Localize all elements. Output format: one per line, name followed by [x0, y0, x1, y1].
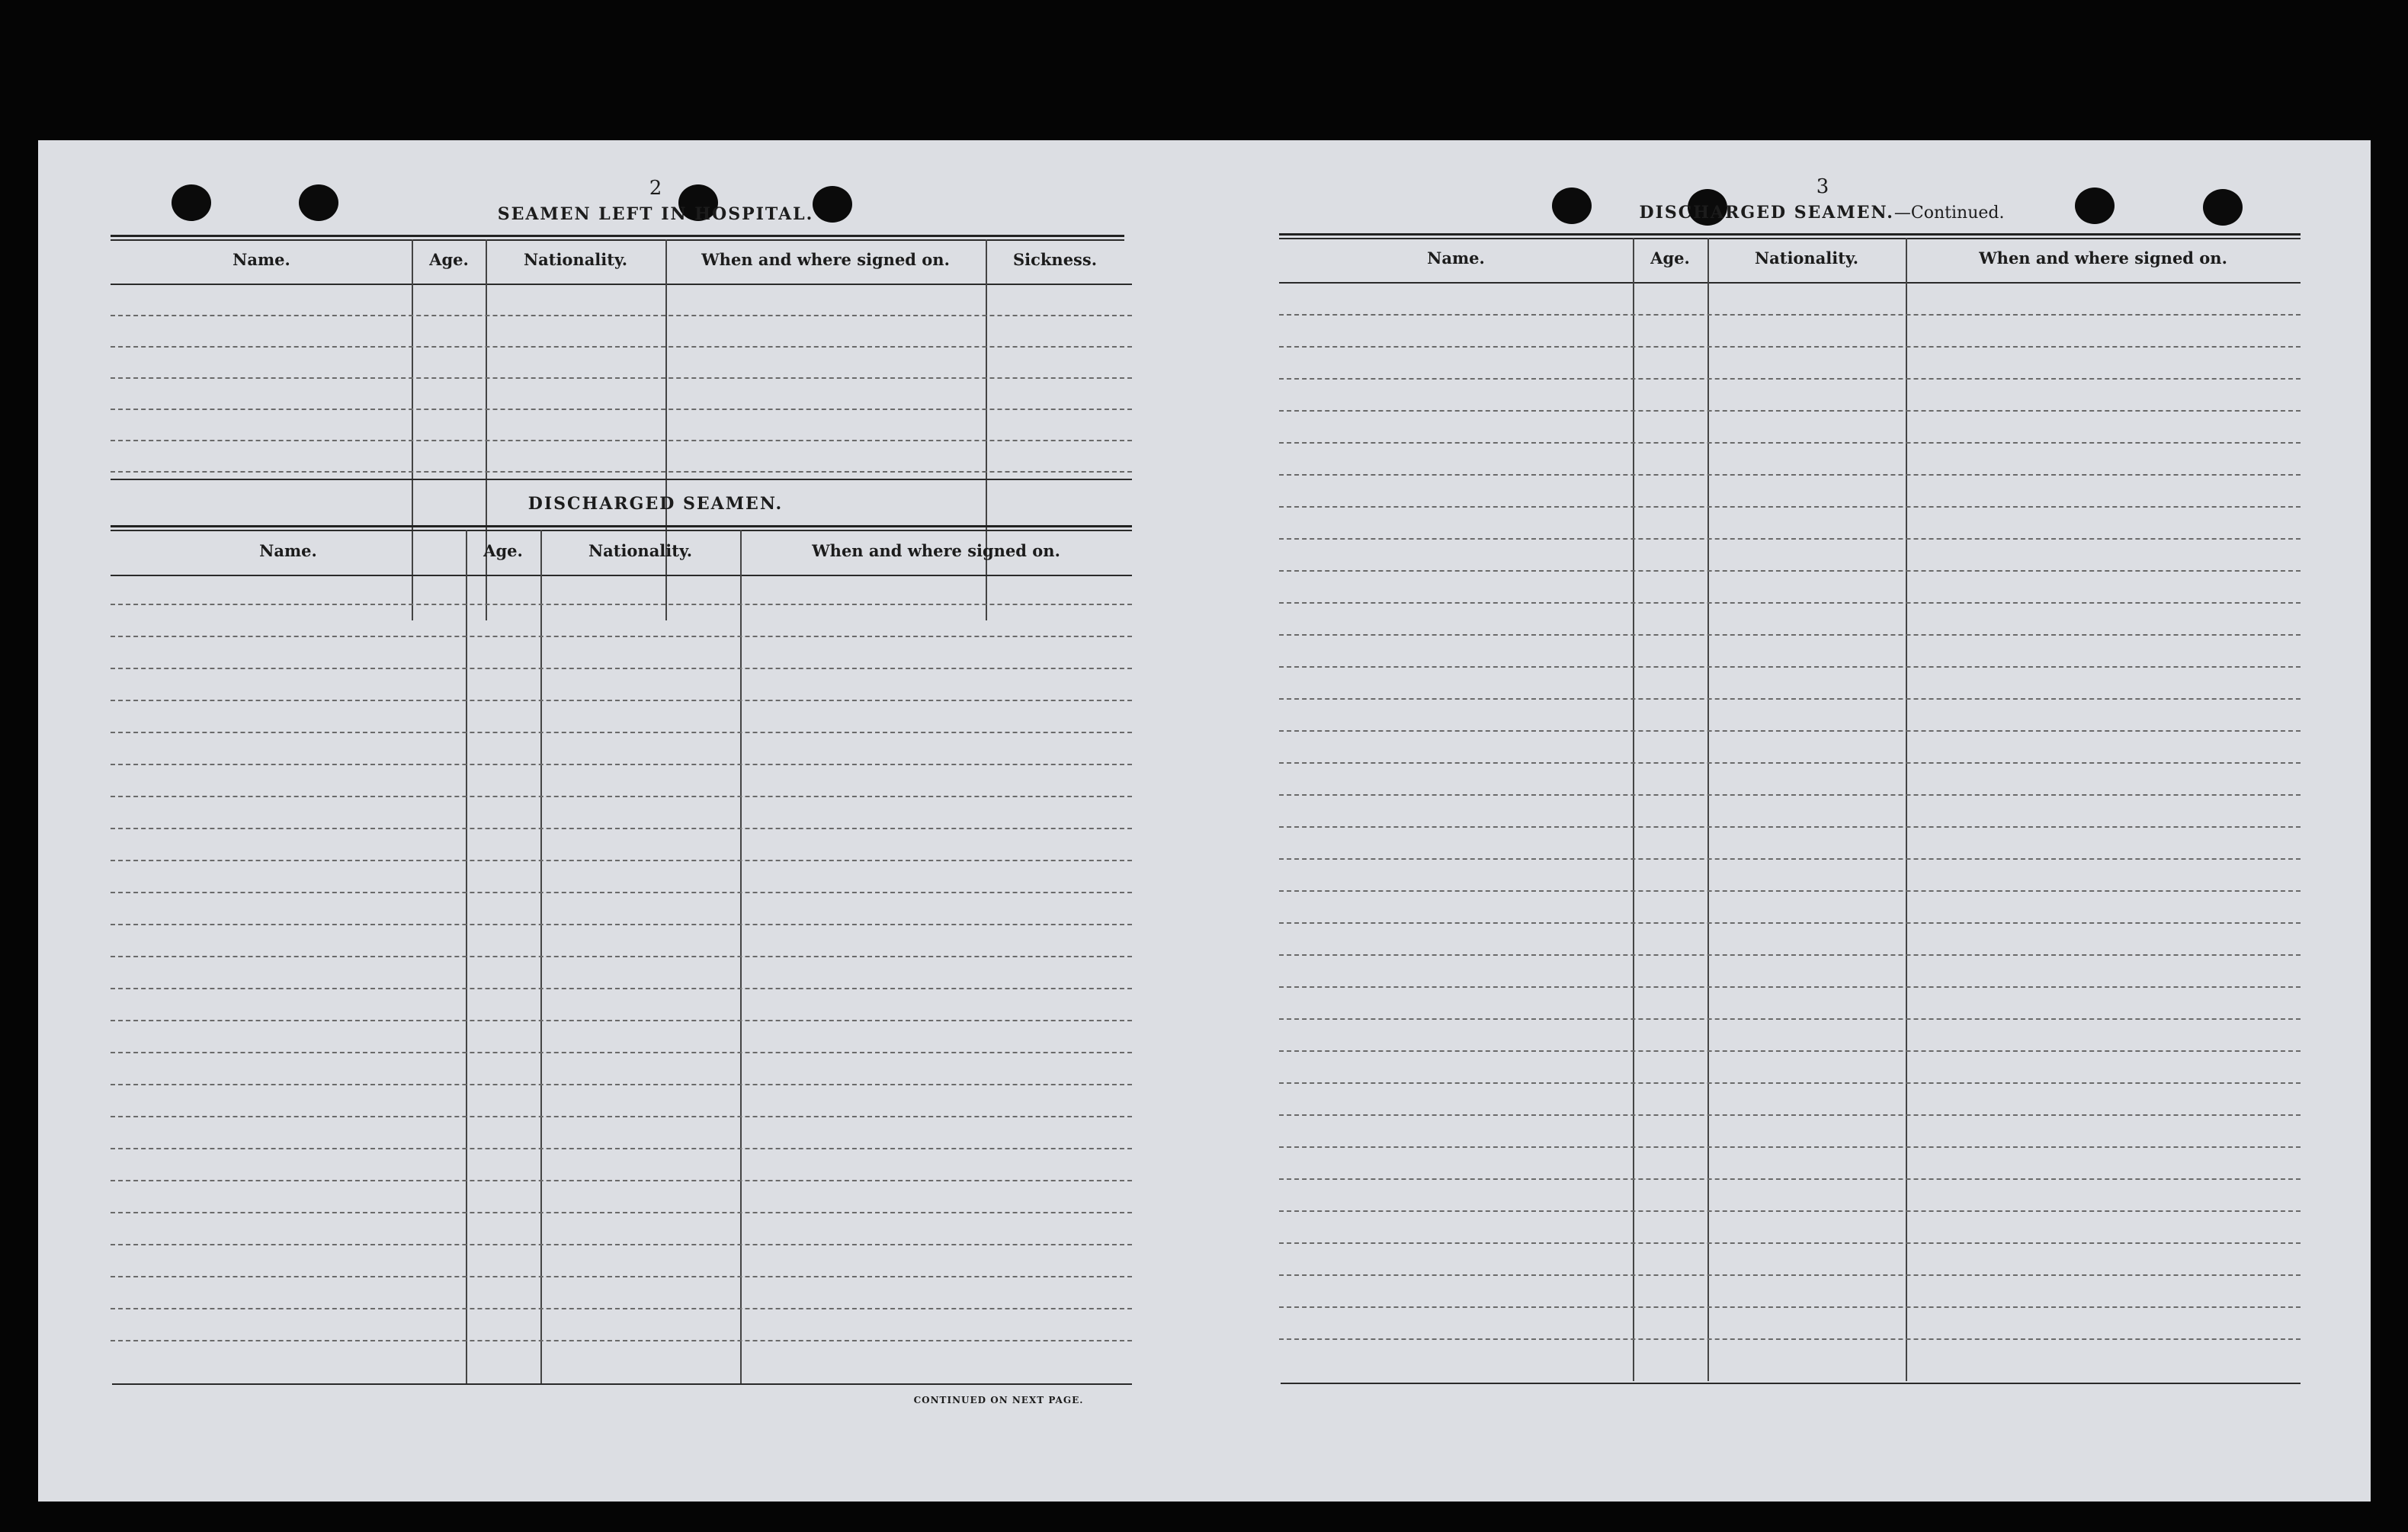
right-entry-line — [1279, 1338, 2301, 1340]
right-entry-line — [1279, 1242, 2301, 1244]
right-header-rule — [1279, 282, 2301, 284]
right-entry-line — [1279, 1018, 2301, 1020]
right-entry-line — [1279, 698, 2301, 700]
discharged-entry-line — [111, 956, 1132, 957]
hospital-entry-line — [111, 315, 1132, 316]
discharged-entry-line — [111, 828, 1132, 829]
right-entry-line — [1279, 506, 2301, 508]
right-table-bottom-rule — [1281, 1383, 2301, 1384]
hospital-entry-line — [111, 409, 1132, 410]
hospital-col-sickness: Sickness. — [1012, 250, 1098, 269]
discharged-entry-line — [111, 1084, 1132, 1085]
hospital-col-signed-on: When and where signed on. — [701, 250, 950, 269]
right-entry-line — [1279, 666, 2301, 668]
discharged-entry-line — [111, 604, 1132, 605]
right-entry-line — [1279, 762, 2301, 764]
continued-footnote: CONTINUED ON NEXT PAGE. — [913, 1395, 1084, 1405]
discharged-entry-line — [111, 636, 1132, 637]
right-entry-line — [1279, 1178, 2301, 1180]
hospital-entry-line — [111, 377, 1132, 379]
discharged-entry-line — [111, 988, 1132, 989]
discharged-entry-line — [111, 860, 1132, 861]
discharged-continued-title — [1547, 203, 2096, 223]
right-entry-line — [1279, 314, 2301, 316]
right-entry-line — [1279, 1114, 2301, 1116]
punch-hole — [2203, 189, 2243, 226]
hospital-table-top-rule — [111, 235, 1124, 237]
discharged-entry-line — [111, 1212, 1132, 1213]
discharged-col-nationality: Nationality. — [588, 541, 693, 560]
right-entry-line — [1279, 826, 2301, 828]
hospital-table-bottom-rule — [111, 479, 1132, 480]
discharged-entry-line — [111, 1148, 1132, 1149]
hospital-section-title: SEAMEN LEFT IN HOSPITAL. — [497, 204, 814, 224]
right-col-age: Age. — [1650, 248, 1690, 268]
right-entry-line — [1279, 986, 2301, 988]
discharged-table-top-rule-2 — [111, 530, 1132, 531]
right-entry-line — [1279, 634, 2301, 636]
discharged-entry-line — [111, 732, 1132, 733]
discharged-entry-line — [111, 700, 1132, 701]
discharged-entry-line — [111, 764, 1132, 765]
right-col-signed-on: When and where signed on. — [1979, 248, 2227, 268]
right-table-top-rule — [1279, 233, 2301, 236]
discharged-table-bottom-rule — [112, 1383, 1132, 1385]
discharged-entry-line — [111, 668, 1132, 669]
right-entry-line — [1279, 570, 2301, 572]
hospital-col-age: Age. — [429, 250, 469, 269]
hospital-col-name: Name. — [232, 250, 290, 269]
right-entry-line — [1279, 890, 2301, 892]
hospital-entry-line — [111, 440, 1132, 441]
discharged-entry-line — [111, 796, 1132, 797]
discharged-entry-line — [111, 1020, 1132, 1021]
discharged-entry-line — [111, 1052, 1132, 1053]
right-col-name: Name. — [1427, 248, 1485, 268]
page-number-left: 2 — [649, 177, 662, 200]
discharged-entry-line — [111, 1180, 1132, 1181]
hospital-col-divider — [412, 239, 413, 620]
right-entry-line — [1279, 1306, 2301, 1308]
hospital-entry-line — [111, 471, 1132, 473]
hospital-table-top-rule-2 — [111, 239, 1124, 241]
discharged-col-signed-on: When and where signed on. — [812, 541, 1060, 560]
right-entry-line — [1279, 1210, 2301, 1212]
right-entry-line — [1279, 602, 2301, 604]
right-entry-line — [1279, 730, 2301, 732]
right-entry-line — [1279, 378, 2301, 380]
discharged-header-rule — [111, 575, 1132, 576]
discharged-section-title: DISCHARGED SEAMEN. — [527, 494, 784, 514]
discharged-entry-line — [111, 1340, 1132, 1341]
right-col-divider — [1633, 238, 1634, 1381]
discharged-entry-line — [111, 892, 1132, 893]
hospital-entry-line — [111, 346, 1132, 348]
right-entry-line — [1279, 1274, 2301, 1276]
discharged-table-top-rule — [111, 525, 1132, 527]
discharged-entry-line — [111, 1116, 1132, 1117]
right-entry-line — [1279, 1082, 2301, 1084]
hospital-col-divider — [986, 239, 987, 620]
hospital-col-divider — [665, 239, 667, 620]
punch-hole — [172, 184, 211, 221]
right-entry-line — [1279, 954, 2301, 956]
right-entry-line — [1279, 410, 2301, 412]
right-col-divider — [1707, 238, 1709, 1381]
page-number-right: 3 — [1816, 175, 1829, 198]
right-entry-line — [1279, 538, 2301, 540]
right-entry-line — [1279, 922, 2301, 924]
discharged-entry-line — [111, 1308, 1132, 1309]
discharged-col-name: Name. — [259, 541, 317, 560]
discharged-col-age: Age. — [483, 541, 523, 560]
right-col-divider — [1906, 238, 1907, 1381]
hospital-col-nationality: Nationality. — [523, 250, 628, 269]
discharged-entry-line — [111, 1244, 1132, 1245]
right-entry-line — [1279, 442, 2301, 444]
hospital-col-divider — [486, 239, 487, 620]
right-entry-line — [1279, 474, 2301, 476]
discharged-entry-line — [111, 1276, 1132, 1277]
right-table-top-rule-2 — [1279, 238, 2301, 239]
discharged-entry-line — [111, 924, 1132, 925]
discharged-continued-suffix: —Continued. — [1893, 204, 2005, 223]
right-entry-line — [1279, 346, 2301, 348]
punch-hole — [299, 184, 338, 221]
discharged-continued-title-main: DISCHARGED SEAMEN. — [1639, 203, 1894, 223]
hospital-header-rule — [111, 284, 1132, 285]
right-entry-line — [1279, 1050, 2301, 1052]
right-col-nationality: Nationality. — [1754, 248, 1859, 268]
right-entry-line — [1279, 1146, 2301, 1148]
right-entry-line — [1279, 858, 2301, 860]
right-entry-line — [1279, 794, 2301, 796]
ledger-paper — [38, 140, 2371, 1502]
